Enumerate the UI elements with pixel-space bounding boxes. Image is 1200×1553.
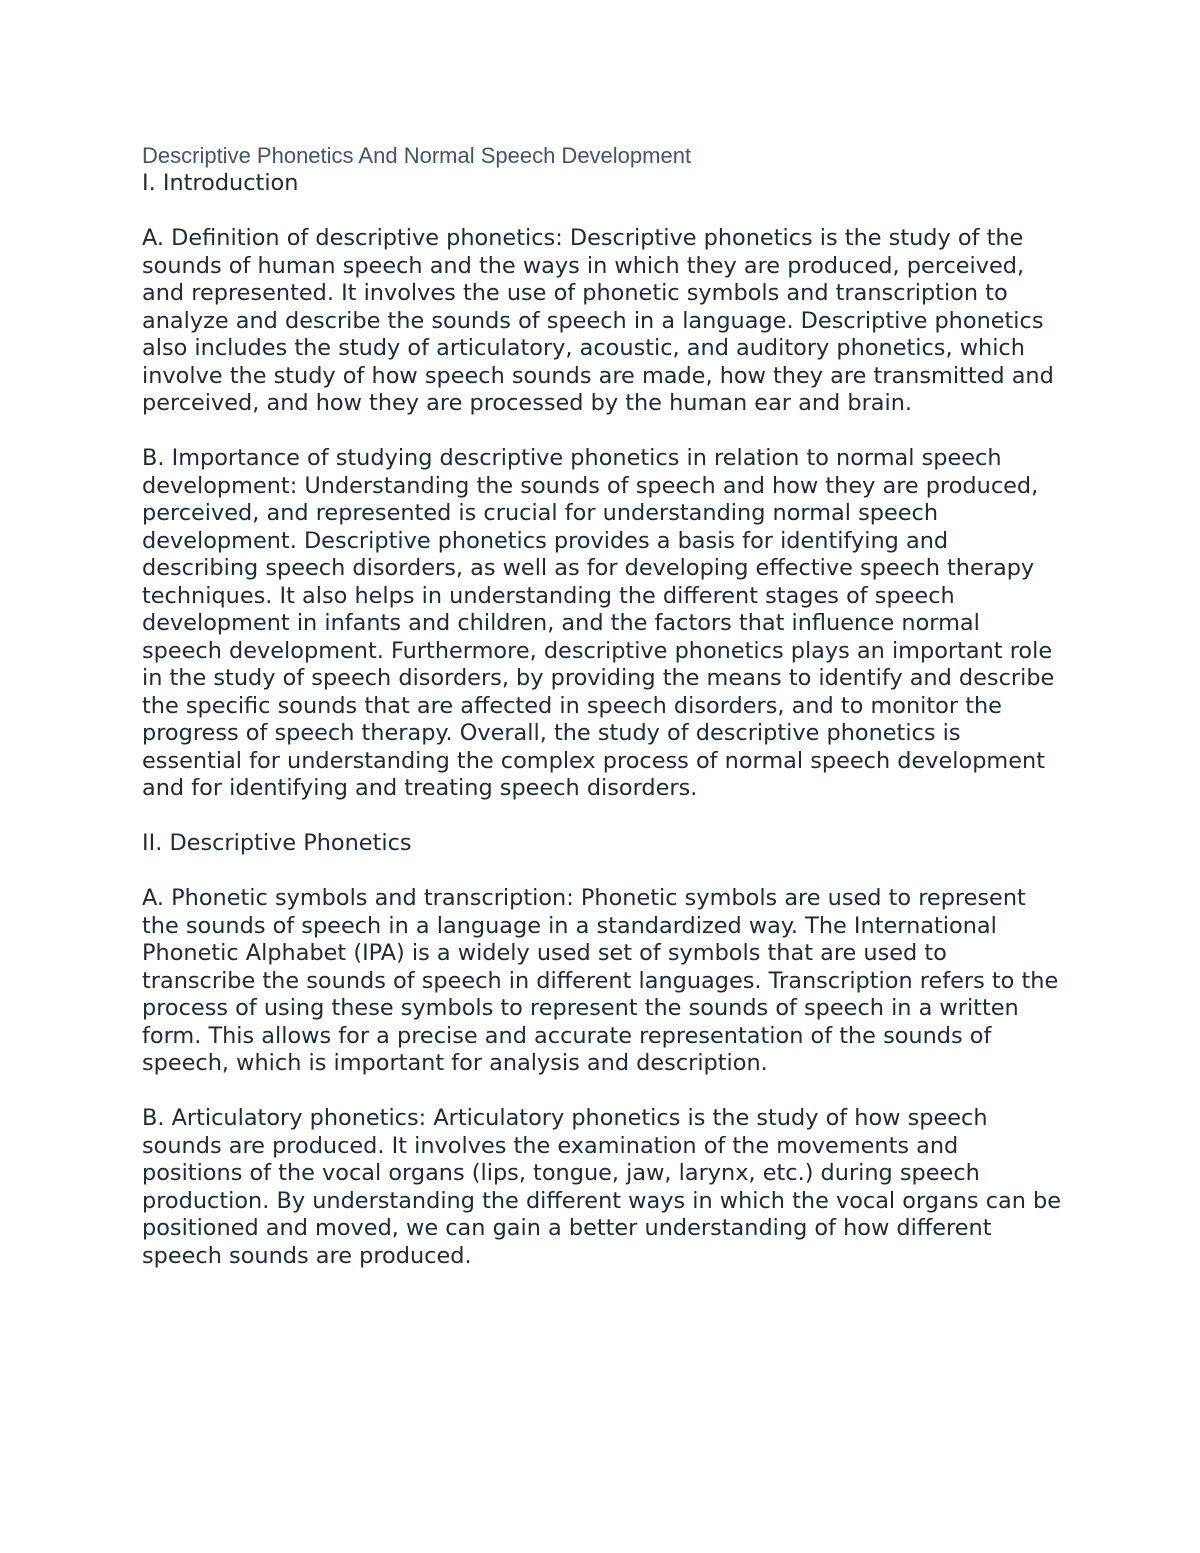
paragraph-phonetic-symbols: A. Phonetic symbols and transcription: Phonetic symbols are used to represent the sounds of speech in a language in a standardized way. The International Phonetic Alphabet (IPA) is a widely used set of symbols that are used to transcribe the sounds of speech in different languages. Transcription refers to the process of using these symbols to represent the sounds of speech in a written form. This allows for a precise and accurate representation of the sounds of speech, which is important for analysis and description. bbox=[142, 885, 1059, 1076]
document-title: Descriptive Phonetics And Normal Speech Development bbox=[142, 143, 692, 168]
paragraph-importance: B. Importance of studying descriptive phonetics in relation to normal speech development: Understanding the sounds of speech and how they are produced, perceived, and represented is crucial for understanding normal speech development. Descriptive phonetics provides a basis for identifying and describing speech disorders, as well as for developing effective speech therapy techniques. It also helps in understanding the different stages of speech development in infants and children, and the factors that influence normal speech development. Furthermore, descriptive phonetics plays an important role in the study of speech disorders, by providing the means to identify and describe the specific sounds that are affected in speech disorders, and to monitor the progress of speech therapy. Overall, the study of descriptive phonetics is essential for understanding the complex process of normal speech development and for identifying and treating speech disorders. bbox=[142, 445, 1055, 801]
paragraph-definition: A. Definition of descriptive phonetics: Descriptive phonetics is the study of the sounds of human speech and the ways in which they are produced, perceived, and represented. It involves the use of phonetic symbols and transcription to analyze and describe the sounds of speech in a language. Descriptive phonetics also includes the study of articulatory, acoustic, and auditory phonetics, which involve the study of how speech sounds are made, how they are transmitted and perceived, and how they are processed by the human ear and brain. bbox=[142, 225, 1054, 416]
section-heading-descriptive-phonetics: II. Descriptive Phonetics bbox=[142, 830, 412, 856]
document-body bbox=[142, 142, 1062, 1270]
paragraph-articulatory-phonetics: B. Articulatory phonetics: Articulatory phonetics is the study of how speech sounds are produced. It involves the examination of the movements and positions of the vocal organs (lips, tongue, jaw, larynx, etc.) during speech production. By understanding the different ways in which the vocal organs can be positioned and moved, we can gain a better understanding of how different speech sounds are produced. bbox=[142, 1105, 1062, 1269]
section-heading-introduction: I. Introduction bbox=[142, 170, 299, 196]
